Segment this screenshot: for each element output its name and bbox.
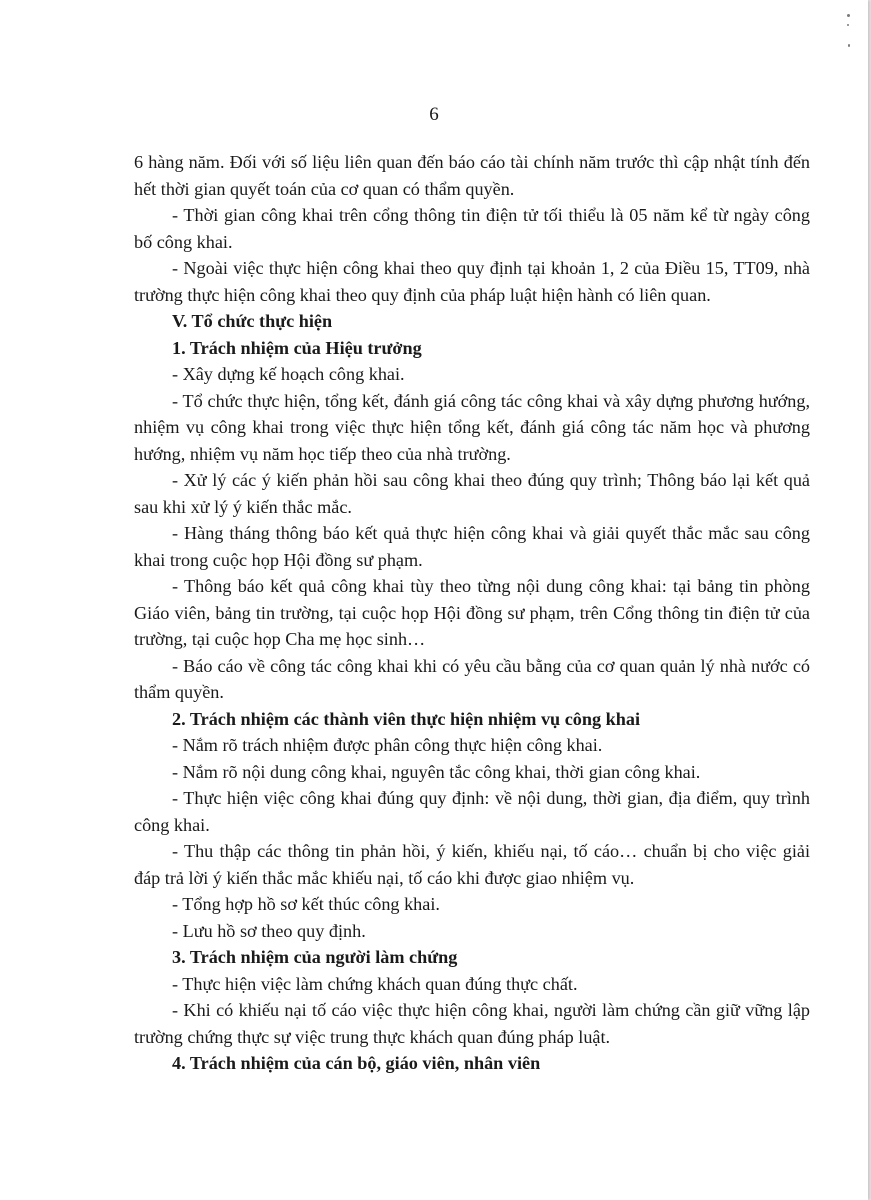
paragraph: - Hàng tháng thông báo kết quả thực hiện công khai và giải quyết thắc mắc sau công khai trong cuộc họp Hội đồng sư phạm. [134, 523, 810, 570]
paragraph: - Xử lý các ý kiến phản hồi sau công khai theo đúng quy trình; Thông báo lại kết quả sau khi xử lý ý kiến thắc mắc. [134, 470, 810, 517]
subsection-heading: 2. Trách nhiệm các thành viên thực hiện nhiệm vụ công khai [172, 708, 641, 729]
scan-specks [847, 14, 850, 54]
paragraph: - Tổng hợp hồ sơ kết thúc công khai. [172, 894, 440, 914]
section-heading: V. Tổ chức thực hiện [172, 311, 333, 331]
paragraph: - Khi có khiếu nại tố cáo việc thực hiện công khai, người làm chứng cần giữ vững lập trường chứng thực sự việc trung thực khách quan đúng pháp luật. [134, 1000, 810, 1047]
paragraph: - Thu thập các thông tin phản hồi, ý kiến, khiếu nại, tố cáo… chuẩn bị cho việc giải đáp trả lời ý kiến thắc mắc khiếu nại, tố cáo khi được giao nhiệm vụ. [134, 841, 810, 888]
paragraph: - Thực hiện việc làm chứng khách quan đúng thực chất. [172, 973, 578, 994]
paragraph: - Nắm rõ nội dung công khai, nguyên tắc công khai, thời gian công khai. [172, 761, 701, 782]
subsection-heading: 1. Trách nhiệm của Hiệu trưởng [172, 337, 422, 358]
paragraph: - Xây dựng kế hoạch công khai. [172, 364, 405, 384]
subsection-heading: 3. Trách nhiệm của người làm chứng [172, 947, 458, 967]
paragraph: - Ngoài việc thực hiện công khai theo quy định tại khoản 1, 2 của Điều 15, TT09, nhà trường thực hiện công khai theo quy định của pháp luật hiện hành có liên quan. [134, 258, 810, 305]
document-body [134, 149, 810, 1077]
subsection-heading: 4. Trách nhiệm của cán bộ, giáo viên, nhân viên [172, 1053, 541, 1073]
paragraph: - Báo cáo về công tác công khai khi có yêu cầu bằng của cơ quan quản lý nhà nước có thẩm quyền. [134, 655, 810, 702]
paragraph: - Tổ chức thực hiện, tổng kết, đánh giá công tác công khai và xây dựng phương hướng, nhiệm vụ công khai trong việc thực hiện tổng kết, đánh giá công tác năm học và phương hướng, nhiệm vụ năm học tiếp theo của nhà trường. [134, 390, 810, 464]
paragraph: - Thực hiện việc công khai đúng quy định: về nội dung, thời gian, địa điểm, quy trình công khai. [134, 788, 810, 835]
paragraph: - Thông báo kết quả công khai tùy theo từng nội dung công khai: tại bảng tin phòng Giáo viên, bảng tin trường, tại cuộc họp Hội đồng sư phạm, trên Cổng thông tin điện tử của trường, tại cuộc họp Cha mẹ học sinh… [134, 576, 810, 649]
paragraph: 6 hàng năm. Đối với số liệu liên quan đến báo cáo tài chính năm trước thì cập nhật tính đến hết thời gian quyết toán của cơ quan có thẩm quyền. [134, 152, 810, 199]
paragraph: - Thời gian công khai trên cổng thông tin điện tử tối thiểu là 05 năm kể từ ngày công bố công khai. [134, 205, 810, 252]
paragraph: - Lưu hồ sơ theo quy định. [172, 920, 366, 941]
page-number: 6 [429, 104, 439, 125]
paragraph: - Nắm rõ trách nhiệm được phân công thực hiện công khai. [172, 735, 603, 755]
